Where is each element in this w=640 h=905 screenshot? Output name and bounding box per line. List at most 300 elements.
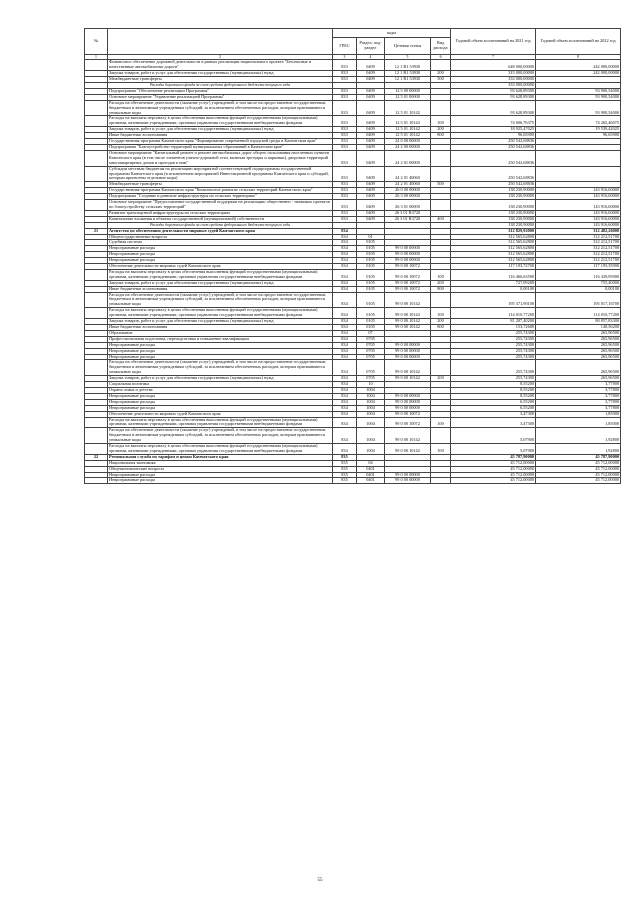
row-target-article: 99 0 00 10072	[385, 411, 431, 417]
row-rzpr: 0705	[357, 348, 385, 354]
row-number	[85, 166, 108, 182]
row-rzpr: 0105	[357, 240, 385, 246]
row-name: Региональная служба по тарифам и ценам Камчатского края	[108, 454, 333, 460]
row-expense-type: 500	[431, 182, 451, 188]
row-rzpr: 0105	[357, 319, 385, 325]
row-grbs: 834	[333, 382, 357, 388]
row-name: Закупка товаров, работ и услуг для обеспечения государственных (муниципальных) нужд	[108, 127, 333, 133]
row-name: Общеэкономические вопросы	[108, 466, 333, 472]
row-target-article: 99 0 00 10142	[385, 325, 431, 331]
row-amount-2021: 8,55200	[451, 387, 536, 393]
row-rzpr: 0409	[357, 94, 385, 100]
row-rzpr: 0409	[357, 145, 385, 151]
row-amount-2021: 45 712,00000	[451, 478, 536, 484]
row-grbs: 833	[333, 139, 357, 145]
row-rzpr: 0409	[357, 133, 385, 139]
row-grbs: 834	[333, 376, 357, 382]
row-amount-2022: 45 712,00000	[536, 460, 621, 466]
row-target-article: 99 0 00 00000	[385, 399, 431, 405]
column-number: 6	[431, 55, 451, 60]
row-target-article: 99 0 00 00000	[385, 472, 431, 478]
table-row	[85, 166, 621, 182]
row-rzpr: 04	[357, 460, 385, 466]
row-amount-2022	[536, 166, 621, 182]
column-number: 1	[85, 55, 108, 60]
row-number	[85, 100, 108, 116]
row-amount-2021: 5,07900	[451, 428, 536, 444]
row-amount-2022	[536, 150, 621, 166]
row-rzpr: 0105	[357, 280, 385, 286]
row-grbs: 834	[333, 342, 357, 348]
row-amount-2022: 93 900,54000	[536, 88, 621, 94]
row-target-article: 26 3 01 R3720	[385, 210, 431, 216]
row-name: Непрограммные расходы	[108, 472, 333, 478]
row-grbs: 834	[333, 330, 357, 336]
row-amount-2021: 250 542,68836	[451, 145, 536, 151]
row-amount-2022: 265,96500	[536, 348, 621, 354]
row-amount-2022: 143 916,60000	[536, 188, 621, 194]
row-grbs: 833	[333, 210, 357, 216]
row-rzpr: 0409	[357, 88, 385, 94]
row-amount-2022: 143 916,60000	[536, 210, 621, 216]
row-name: Межбюджетные трансферты	[108, 77, 333, 83]
row-name: Непрограммные расходы	[108, 478, 333, 484]
row-name: Иные бюджетные ассигнования	[108, 325, 333, 331]
row-target-article: 12 1 R1 53930	[385, 77, 431, 83]
row-grbs: 834	[333, 428, 357, 444]
row-target-article: 12 5 01 00000	[385, 94, 431, 100]
row-grbs: 834	[333, 325, 357, 331]
row-grbs: 833	[333, 216, 357, 222]
table-row	[85, 292, 621, 308]
row-expense-type: 200	[431, 376, 451, 382]
row-name: Финансовое обеспечение дорожной деятельности в рамках реализации национального проекта "Безопасные и качественные автомобильные дороги"	[108, 60, 333, 71]
row-name: Закупка товаров, работ и услуг для обеспечения государственных (муниципальных) нужд	[108, 376, 333, 382]
row-grbs: 834	[333, 417, 357, 428]
row-grbs: 834	[333, 264, 357, 270]
row-name: Подпрограмма "Благоустройство территорий муниципальных образований в Камчатском крае"	[108, 145, 333, 151]
row-grbs: 833	[333, 116, 357, 127]
row-name: Непрограммные расходы	[108, 393, 333, 399]
row-name: Общегосударственные вопросы	[108, 234, 333, 240]
row-grbs: 834	[333, 292, 357, 308]
column-number: 7	[451, 55, 536, 60]
row-number	[85, 60, 108, 71]
row-amount-2022: 312 212,51700	[536, 234, 621, 240]
row-amount-2021: 5,07900	[451, 444, 536, 455]
row-name: Иные бюджетные ассигнования	[108, 133, 333, 139]
row-amount-2021: 45 712,00000	[451, 460, 536, 466]
document-page	[84, 28, 620, 484]
row-number: 22	[85, 454, 108, 460]
row-rzpr: 0705	[357, 376, 385, 382]
row-target-article: 99 0 00 10142	[385, 360, 431, 376]
row-target-article: 24 2 01 40060	[385, 182, 431, 188]
table-row	[85, 360, 621, 376]
row-name: Подпрограмма "Создание и развитие инфраструктуры на сельских территориях"	[108, 194, 333, 200]
table-row	[85, 60, 621, 71]
row-target-article: 99 0 00 10142	[385, 428, 431, 444]
row-rzpr: 0105	[357, 258, 385, 264]
row-expense-type: 800	[431, 133, 451, 139]
row-amount-2022: 148,56200	[536, 325, 621, 331]
row-rzpr: 0409	[357, 216, 385, 222]
row-amount-2021: 250 542,68836	[451, 166, 536, 182]
row-target-article: 12 1 R1 53930	[385, 60, 431, 71]
row-grbs: 833	[333, 182, 357, 188]
row-grbs: 835	[333, 478, 357, 484]
row-grbs: 833	[333, 94, 357, 100]
row-grbs: 834	[333, 411, 357, 417]
row-name: Непрограммные расходы	[108, 252, 333, 258]
row-rzpr: 0409	[357, 100, 385, 116]
row-amount-2022: 143 916,60000	[536, 216, 621, 222]
row-amount-2021: 0,00100	[451, 286, 536, 292]
row-grbs: 834	[333, 348, 357, 354]
row-rzpr: 0409	[357, 150, 385, 166]
row-rzpr: 0105	[357, 264, 385, 270]
row-grbs: 834	[333, 234, 357, 240]
row-target-article: 99 0 00 00000	[385, 348, 431, 354]
row-amount-2021: 45 712,00000	[451, 472, 536, 478]
row-rzpr: 0409	[357, 182, 385, 188]
row-grbs: 833	[333, 150, 357, 166]
row-amount-2021: 312 565,62800	[451, 246, 536, 252]
row-amount-2022: 93 900,54000	[536, 94, 621, 100]
row-name: Капитальные вложения в объекты государственной (муниципальной) собственности	[108, 216, 333, 222]
row-rzpr: 0409	[357, 166, 385, 182]
row-name: Закупка товаров, работ и услуг для обеспечения государственных (муниципальных) нужд	[108, 319, 333, 325]
row-name: Непрограммные расходы	[108, 399, 333, 405]
row-amount-2021: 312 565,62800	[451, 252, 536, 258]
row-target-article: 12 5 01 10142	[385, 100, 431, 116]
row-name: Расходы дорожного фонда за счет средств федерального бюджета текущего года	[108, 222, 333, 228]
row-name: Расходы на выплаты персоналу в целях обеспечения выполнения функций государственными (муниципальными) органами, казенными учреждениями, органами управления государственными внебюджетными фондами	[108, 417, 333, 428]
row-grbs: 834	[333, 405, 357, 411]
row-amount-2022: 312 212,51700	[536, 240, 621, 246]
page-number: 55	[317, 878, 323, 883]
row-name: Агентство по обеспечению деятельности мировых судей Камчатского края	[108, 228, 333, 234]
row-expense-type: 100	[431, 116, 451, 127]
row-expense-type: 200	[431, 71, 451, 77]
row-amount-2022: 3,77800	[536, 387, 621, 393]
row-amount-2022: 0,00100	[536, 286, 621, 292]
row-target-article: 24 0 00 00000	[385, 139, 431, 145]
row-grbs: 835	[333, 472, 357, 478]
row-amount-2022: 3,77800	[536, 399, 621, 405]
row-rzpr: 0409	[357, 116, 385, 127]
row-amount-2022: 755,40000	[536, 280, 621, 286]
row-target-article: 99 0 00 10142	[385, 292, 431, 308]
row-target-article: 12 1 R1 53930	[385, 71, 431, 77]
row-target-article: 99 0 00 10072	[385, 269, 431, 280]
table-row	[85, 308, 621, 319]
row-expense-type: 100	[431, 269, 451, 280]
row-name: Иные бюджетные ассигнования	[108, 286, 333, 292]
row-amount-2021: 3,47300	[451, 417, 536, 428]
row-number	[85, 269, 108, 280]
row-name: Расходы на обеспечение деятельности (оказание услуг) учреждений, в том числе на предоставление государственным бюджетным и автономным учреждениям субсидий, за исключением обеспеченных расходов, которым присваиваются уникальные коды	[108, 428, 333, 444]
row-grbs: 834	[333, 387, 357, 393]
row-grbs: 834	[333, 269, 357, 280]
header-year-2021: Годовой объем ассигнований на 2021 год	[451, 29, 536, 55]
row-name: Расходы на обеспечение деятельности (оказание услуг) учреждений, в том числе на предоставление государственным бюджетным и автономным учреждениям субсидий, за исключением обеспеченных расходов, которым присваиваются уникальные коды	[108, 360, 333, 376]
row-name: Непрограммные расходы	[108, 348, 333, 354]
table-row	[85, 478, 621, 484]
row-amount-2021: 255,74300	[451, 348, 536, 354]
row-amount-2021: 333 000,00000	[451, 83, 536, 89]
column-number: 4	[357, 55, 385, 60]
row-number	[85, 444, 108, 455]
row-target-article: 26 3 01 00000	[385, 200, 431, 211]
row-rzpr: 0401	[357, 466, 385, 472]
table-row	[85, 417, 621, 428]
row-name: Основное мероприятие "Капитальный ремонт и ремонт автомобильных дорог общего пользования населенных пунктов Камчатского края (в том числе элементов улично-дорожной сети, включая тротуары и парковки), дворовых территорий многоквартирных домов и проездов к ним"	[108, 150, 333, 166]
column-number: 3	[333, 55, 357, 60]
row-target-article: 99 0 00 10142	[385, 319, 431, 325]
row-rzpr: 0409	[357, 71, 385, 77]
row-amount-2022: 1,85000	[536, 417, 621, 428]
header-name	[108, 29, 333, 55]
row-rzpr: 0105	[357, 308, 385, 319]
row-name: Обеспечение деятельности мировых судей Камчатского края	[108, 411, 333, 417]
row-grbs: 834	[333, 252, 357, 258]
row-rzpr: 0409	[357, 139, 385, 145]
row-number	[85, 292, 108, 308]
row-target-article: 24 2 01 00000	[385, 150, 431, 166]
row-amount-2022: 1,92800	[536, 428, 621, 444]
row-amount-2022: 117 195,35900	[536, 264, 621, 270]
row-grbs: 833	[333, 194, 357, 200]
row-grbs: 834	[333, 393, 357, 399]
row-amount-2022: 312 482,26000	[536, 228, 621, 234]
row-expense-type: 400	[431, 216, 451, 222]
row-grbs: 834	[333, 308, 357, 319]
row-name: Судебная система	[108, 240, 333, 246]
row-amount-2022: 96,65900	[536, 133, 621, 139]
row-rzpr: 1004	[357, 399, 385, 405]
row-grbs: 833	[333, 77, 357, 83]
row-rzpr: 0409	[357, 127, 385, 133]
column-number: 5	[385, 55, 431, 60]
row-target-article: 26 3 00 00000	[385, 194, 431, 200]
row-amount-2021: 6,55200	[451, 405, 536, 411]
row-amount-2022: 312 212,51700	[536, 258, 621, 264]
row-amount-2021: 6,55200	[451, 399, 536, 405]
row-amount-2021: 18 925,47025	[451, 127, 536, 133]
row-number	[85, 200, 108, 211]
row-expense-type	[431, 292, 451, 308]
row-expense-type	[431, 60, 451, 71]
row-grbs: 833	[333, 188, 357, 194]
row-expense-type: 500	[431, 77, 451, 83]
row-grbs: 835	[333, 466, 357, 472]
row-name: Профессиональная подготовка, переподготовка и повышение квалификации	[108, 336, 333, 342]
row-name: Расходы на выплаты персоналу в целях обеспечения выполнения функций государственными (муниципальными) органами, казенными учреждениями, органами управления государственными внебюджетными фондами	[108, 444, 333, 455]
row-amount-2021: 255,74300	[451, 354, 536, 360]
row-amount-2022: 19 539,42025	[536, 127, 621, 133]
row-amount-2022: 1,92800	[536, 444, 621, 455]
row-amount-2022: 3,77800	[536, 382, 621, 388]
row-amount-2021: 312 565,62800	[451, 234, 536, 240]
row-amount-2021: 727,09200	[451, 280, 536, 286]
row-expense-type: 100	[431, 308, 451, 319]
row-rzpr: 0705	[357, 336, 385, 342]
row-amount-2021: 116 466,63500	[451, 269, 536, 280]
row-amount-2022: 93 900,54000	[536, 100, 621, 116]
row-amount-2022: 45 787,90000	[536, 454, 621, 460]
row-rzpr: 0105	[357, 292, 385, 308]
row-name: Охрана семьи и детства	[108, 387, 333, 393]
row-name: Государственная программа Камчатского края "Комплексное развитие сельских территорий Камчатского края"	[108, 188, 333, 194]
row-target-article: 99 0 00 00000	[385, 252, 431, 258]
column-number: 2	[108, 55, 333, 60]
row-rzpr: 07	[357, 330, 385, 336]
row-name: Непрограммные расходы	[108, 405, 333, 411]
row-amount-2021: 138 230,90000	[451, 200, 536, 211]
row-name: Закупка товаров, работ и услуг для обеспечения государственных (муниципальных) нужд	[108, 71, 333, 77]
row-name: Основное мероприятие "Предоставление государственной поддержки на реализацию общественно - значимых проектов по благоустройству сельских территорий"	[108, 200, 333, 211]
row-amount-2021: 153,72600	[451, 325, 536, 331]
row-rzpr: 0409	[357, 77, 385, 83]
row-grbs: 834	[333, 360, 357, 376]
row-rzpr: 1004	[357, 411, 385, 417]
budget-table	[84, 28, 621, 484]
row-expense-type	[431, 428, 451, 444]
row-target-article: 99 0 00 00000	[385, 393, 431, 399]
row-target-article: 12 5 01 10142	[385, 127, 431, 133]
row-number	[85, 150, 108, 166]
row-target-article: 26 0 00 00000	[385, 188, 431, 194]
row-amount-2021: 114 010,77200	[451, 308, 536, 319]
row-name: Расходы на обеспечение деятельности (оказание услуг) учреждений, в том числе на предоставление государственным бюджетным и автономным учреждениям субсидий, за исключением обеспеченных расходов, которым присваиваются уникальные коды	[108, 292, 333, 308]
row-amount-2021: 312 565,62800	[451, 240, 536, 246]
row-amount-2021: 255,74300	[451, 336, 536, 342]
row-rzpr: 1004	[357, 405, 385, 411]
row-amount-2021: 138 230,90000	[451, 188, 536, 194]
row-expense-type	[431, 100, 451, 116]
row-target-article: 12 5 01 10142	[385, 133, 431, 139]
row-amount-2022: 114 010,77200	[536, 308, 621, 319]
row-name: Образование	[108, 330, 333, 336]
row-name: Непрограммные расходы	[108, 354, 333, 360]
row-grbs: 834	[333, 444, 357, 455]
row-rzpr: 0409	[357, 188, 385, 194]
row-amount-2021: 93 628,89300	[451, 88, 536, 94]
row-amount-2021: 255,74300	[451, 342, 536, 348]
row-grbs: 834	[333, 399, 357, 405]
row-amount-2021: 255,74300	[451, 376, 536, 382]
row-target-article: 99 0 00 00000	[385, 354, 431, 360]
row-grbs: 833	[333, 133, 357, 139]
row-name: Обеспечение деятельности мировых судей Камчатского края	[108, 264, 333, 270]
row-grbs: 833	[333, 200, 357, 211]
row-amount-2021: 96,65900	[451, 133, 536, 139]
row-name: Расходы на выплаты персоналу в целях обеспечения выполнения функций государственными (муниципальными) органами, казенными учреждениями, органами управления государственными внебюджетными фондами	[108, 308, 333, 319]
header-codes: коды	[333, 29, 451, 38]
row-grbs: 835	[333, 460, 357, 466]
row-grbs: 834	[333, 280, 357, 286]
table-row	[85, 116, 621, 127]
row-number	[85, 116, 108, 127]
row-amount-2021: 8,55200	[451, 382, 536, 388]
row-rzpr: 1004	[357, 444, 385, 455]
row-amount-2022: 1,85000	[536, 411, 621, 417]
row-rzpr: 1004	[357, 428, 385, 444]
row-amount-2021: 255,74300	[451, 330, 536, 336]
row-target-article: 99 0 00 10072	[385, 417, 431, 428]
row-number	[85, 428, 108, 444]
row-amount-2021: 250 542,68836	[451, 139, 536, 145]
row-amount-2022: 195 017,16700	[536, 292, 621, 308]
row-amount-2021: 93 628,89300	[451, 94, 536, 100]
row-amount-2022: 45 712,00000	[536, 472, 621, 478]
row-rzpr: 1004	[357, 387, 385, 393]
row-expense-type: 100	[431, 444, 451, 455]
row-name: Непрограммные расходы	[108, 258, 333, 264]
row-amount-2022: 312 212,51700	[536, 252, 621, 258]
table-row	[85, 269, 621, 280]
row-grbs: 833	[333, 60, 357, 71]
row-amount-2021: 3,47300	[451, 411, 536, 417]
row-amount-2021: 255,74300	[451, 360, 536, 376]
row-rzpr: 0409	[357, 200, 385, 211]
table-row	[85, 100, 621, 116]
row-amount-2022: 265,96500	[536, 342, 621, 348]
row-name: Закупка товаров, работ и услуг для обеспечения государственных (муниципальных) нужд	[108, 280, 333, 286]
row-amount-2022: 265,96500	[536, 354, 621, 360]
row-amount-2022: 143 916,60000	[536, 200, 621, 211]
row-amount-2021: 138 230,90000	[451, 222, 536, 228]
row-amount-2022: 74 265,46075	[536, 116, 621, 127]
row-rzpr: 0401	[357, 472, 385, 478]
row-amount-2022: 45 712,00000	[536, 466, 621, 472]
row-amount-2022: 312 212,51700	[536, 246, 621, 252]
row-grbs: 834	[333, 354, 357, 360]
row-name: Государственная программа Камчатского края "Формирование современной городской среды в Камчатском крае"	[108, 139, 333, 145]
row-expense-type	[431, 360, 451, 376]
row-rzpr: 0409	[357, 60, 385, 71]
row-rzpr: 01	[357, 234, 385, 240]
row-name: Развитие транспортной инфраструктуры на сельских территориях	[108, 210, 333, 216]
row-target-article: 99 0 00 10142	[385, 444, 431, 455]
row-amount-2021: 117 193,72700	[451, 264, 536, 270]
header-vr: Вид расхода	[431, 38, 451, 55]
row-grbs: 834	[333, 246, 357, 252]
row-amount-2022: 80 857,83300	[536, 319, 621, 325]
row-expense-type: 800	[431, 286, 451, 292]
header-rzpr: Раздел, под-раздел	[357, 38, 385, 55]
row-grbs: 834	[333, 258, 357, 264]
row-target-article: 99 0 00 10072	[385, 286, 431, 292]
row-rzpr: 0105	[357, 246, 385, 252]
row-target-article: 12 5 01 10142	[385, 116, 431, 127]
header-year-2022: Годовой объем ассигнований на 2022 год	[536, 29, 621, 55]
row-amount-2022: 3,77800	[536, 393, 621, 399]
table-row	[85, 200, 621, 211]
row-target-article: 99 0 00 10142	[385, 308, 431, 319]
row-rzpr: 0409	[357, 194, 385, 200]
row-grbs: 833	[333, 127, 357, 133]
row-number	[85, 308, 108, 319]
row-target-article: 12 5 00 00000	[385, 88, 431, 94]
row-amount-2021: 138 230,90000	[451, 210, 536, 216]
row-target-article: 99 0 00 10072	[385, 280, 431, 286]
row-amount-2022: 242 000,00000	[536, 60, 621, 71]
row-name: Национальная экономика	[108, 460, 333, 466]
row-rzpr: 0409	[357, 210, 385, 216]
row-target-article: 99 0 00 00000	[385, 342, 431, 348]
